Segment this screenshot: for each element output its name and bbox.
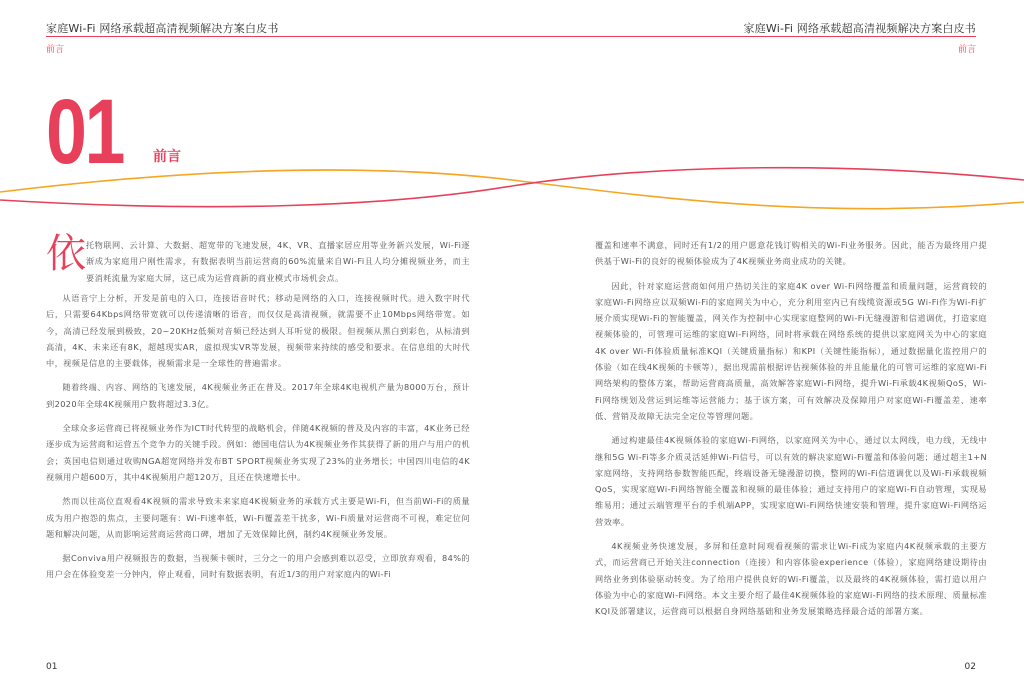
paragraph: 4K视频业务快速发展，多屏和任意时间观看视频的需求让Wi-Fi成为家庭内4K视频承载的主要方式，而运营商已开始关注connection（连接）和内容体验experience（体验），家庭网络建设期待由网络业务到体验驱动转变。为了给用户提供良好的Wi-Fi覆盖，以及最终的4K视频体验，需打造以用户体验为中心的家庭Wi-Fi网络。本文主要介绍了最佳4K视频体验的家庭Wi-Fi网络的技术原理、质量标准KQI及部署建议，运营商可以根据自身网络基础和业务发展策略选择最合适的部署方案。 [595, 541, 987, 617]
paragraph: 然而以往高位直观看4K视频的需求导致未来家庭4K视频业务的承载方式主要是Wi-Fi，但当前Wi-Fi的质量成为用户抱怨的焦点，主要问题有：Wi-Fi速率低，Wi-Fi覆盖差干扰多，Wi-Fi质量对运营商不可视，难定位问题和解决问题，从而影响运营商运营商口碑，增加了无效保障比例，制约4K视频业务发展。 [46, 496, 470, 539]
right-page [512, 0, 1024, 695]
body-column-left [46, 290, 470, 583]
page-number-left: 01 [46, 662, 58, 672]
lead-paragraph: 托物联网、云计算、大数据、超宽带的飞速发展，4K、VR、直播家居应用等业务新兴发展，Wi-Fi逐渐成为家庭用户刚性需求，有数据表明当前运营商的60%流量来自Wi-Fi且人均分摊视频业务，而主要消耗流量为家庭大屏，这已成为运营商新的商业模式市场机会点。 [86, 240, 470, 283]
header-rule-left [46, 36, 512, 37]
paragraph: 全球众多运营商已将视频业务作为ICT时代转型的战略机会，伴随4K视频的普及及内容的丰富，4K业务已经逐步成为运营商和运营五个竞争力的关键手段。例如：德国电信认为4K视频业务作其获得了新的用户与用户的机会；英国电信则通过收购NGA超宽网络并发布BT SPORT视频业务实现了23%的业务增长；中国四川电信的4K视频用户超600万，其中4K视频用户超120万，且还在快速增长中。 [46, 423, 470, 482]
paragraph: 覆盖和速率不满意，同时还有1/2的用户愿意花钱订购相关的Wi-Fi业务服务。因此，能否为最终用户提供基于Wi-Fi的良好的视频体验成为了4K视频业务商业成功的关键。 [595, 240, 987, 267]
chapter-number: 01 [46, 81, 124, 183]
header-section-right: 前言 [957, 45, 976, 55]
paragraph: 通过构建最佳4K视频体验的家庭Wi-Fi网络，以家庭网关为中心，通过以太网线，电力线，无线中继和5G Wi-Fi等多介质灵活延伸Wi-Fi信号，可以有效的解决家庭Wi-Fi覆盖和体验问题；通过超主1+N家庭网络，支持网络参数智能匹配，终端设备无缝漫游切换，整网的Wi-Fi信道调优以及Wi-Fi承载视频QoS，实现家庭Wi-Fi网络智能全覆盖和视频的最佳体验；通过支持用户的家庭Wi-Fi自动管理，实现易维易用；通过云端管理平台的手机端APP，实现家庭Wi-Fi网络快速安装和管理，提升家庭Wi-Fi网络运营效率。 [595, 435, 987, 527]
body-column-right [595, 237, 987, 620]
header-title-right: 家庭Wi-Fi 网络承载超高清视频解决方案白皮书 [743, 22, 976, 35]
paragraph: 从语音宁上分析，开发是前电的入口，连接语音时代；移动是网络的入口，连接视频时代。进入数字时代后，只需要64Kbps网络带宽就可以传递清晰的语音，而仅仅是高清视频，就需要不止10Mbps网络带宽。如今，高清已经发展到极致，20~20KHz低频对音频已经达到人耳听觉的极限。但视频从黑白到彩色，从标清到高清，4K、未来还有8K，超越现实AR，虚拟现实VR等发展，视频带来持续的感受和要求。在信息组的大时代中，视频是信息的主要载体，视频需求是一全球性的普遍需求。 [46, 293, 470, 369]
paragraph: 据Conviva用户视频报告的数据，当视频卡顿时，三分之一的用户会感到难以忍受，立即放弃观看，84%的用户会在体验变差一分钟内，停止观看，同时有数据表明，有近1/3的用户对家庭内的Wi-Fi [46, 553, 470, 580]
drop-cap: 依 [46, 231, 86, 277]
chapter-title: 前言 [153, 149, 181, 165]
header-rule-right [512, 36, 976, 37]
header-section-left: 前言 [46, 45, 65, 55]
page-number-right: 02 [964, 662, 976, 672]
paragraph: 因此，针对家庭运营商如何用户热切关注的家庭4K over Wi-Fi网络覆盖和质量问题，运营商较的家庭Wi-Fi网络应以双频Wi-Fi的家庭网关为中心，充分利用室内已有线缆资源或5G Wi-Fi作为Wi-Fi扩展介质实现Wi-Fi的智能覆盖，网关作为控制中心实现家庭整网的Wi-Fi无缝漫游和信道调优，打造家庭视频体验的，可管理可运维的家庭Wi-Fi网络，同时将承载在网络系统的提供以家庭网关为中心的家庭4K over Wi-Fi体验质量标准KQI（关键质量指标）和KPI（关键性能指标），通过数据量化监控用户的体验（如在线4K视频的卡顿等），据出现需前根据评估视频体验的并且能量化的可管可运维的家庭Wi-Fi网络架构的整体方案，帮助运营商高质量，高效解答家庭Wi-Fi网络，提升Wi-Fi承载4K视频QoS，Wi-Fi网络规划及营运到运维等运营能力；基于该方案，可有效解决及保障用户对家庭Wi-Fi覆盖差、速率低、营销及故障无法完全定位等管理问题。 [595, 280, 987, 421]
header-title-left: 家庭Wi-Fi 网络承载超高清视频解决方案白皮书 [46, 22, 279, 35]
paragraph: 随着终端、内容、网络的飞速发展，4K视频业务正在普及。2017年全球4K电视机产量为8000万台，预计到2020年全球4K视频用户数将超过3.3亿。 [46, 382, 470, 409]
